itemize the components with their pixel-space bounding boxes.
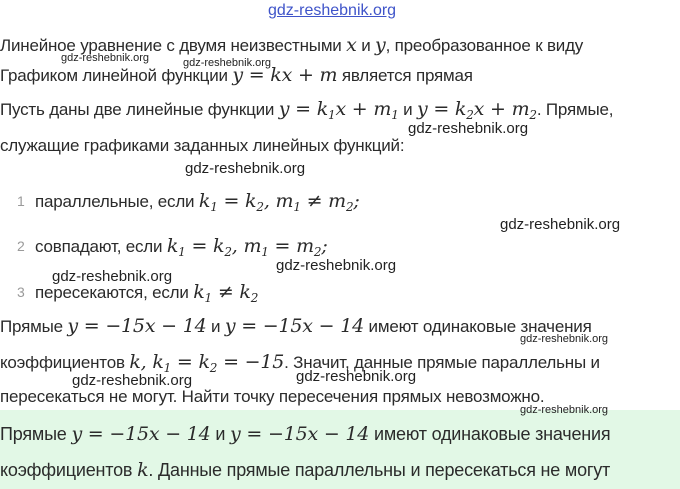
answer-line-1: Прямые y = −15x − 14 и y = −15x − 14 имеют одинаковые значения — [0, 423, 611, 445]
header-watermark[interactable]: gdz-reshebnik.org — [268, 2, 397, 19]
var-y: y — [375, 34, 386, 56]
intro-tail: , преобразованное к виду — [385, 36, 584, 55]
watermark-7: gdz-reshebnik.org — [52, 268, 173, 285]
watermark-6: gdz-reshebnik.org — [276, 257, 397, 274]
formula-ykxm: y = kx + m — [232, 64, 338, 86]
answer-line-2: коэффициентов k. Данные прямые параллельны и пересекаться не могут — [0, 459, 611, 481]
case-number: 3 — [17, 284, 25, 300]
watermark-2: gdz-reshebnik.org — [183, 57, 272, 69]
case-intersect: пересекаются, если $k_1 \ne k_2$ — [35, 281, 259, 305]
equation-2: y = −15x − 14 — [224, 315, 364, 337]
solution-line-2: коэффициентов k, $k_1 = k_2 = -15$. Значит, данные прямые параллельны и — [0, 351, 600, 375]
given-line-2: служащие графиками заданных линейных функций: — [0, 136, 405, 155]
formula-f1: $y = k_1x + m_1$ — [278, 98, 399, 122]
watermark-5: gdz-reshebnik.org — [500, 216, 621, 233]
case-parallel: параллельные, если $k_1 = k_2$, $m_1 \ne m_2$; — [35, 190, 360, 214]
answer-equation-1: y = −15x − 14 — [71, 423, 211, 445]
watermark-11: gdz-reshebnik.org — [520, 404, 609, 416]
watermark-9: gdz-reshebnik.org — [72, 372, 193, 389]
case-number: 2 — [17, 238, 25, 254]
given-end: . Прямые, — [536, 100, 614, 119]
intro-end: является прямая — [341, 66, 473, 85]
solution-line-1: Прямые y = −15x − 14 и y = −15x − 14 имеют одинаковые значения — [0, 315, 592, 337]
watermark-4: gdz-reshebnik.org — [185, 160, 306, 177]
conj-given: и — [403, 100, 413, 119]
case-number: 1 — [17, 193, 25, 209]
watermark-8: gdz-reshebnik.org — [520, 333, 609, 345]
given-text: Пусть даны две линейные функции — [0, 100, 275, 119]
solution-line-3: пересекаться не могут. Найти точку пересечения прямых невозможно. — [0, 387, 545, 406]
watermark-10: gdz-reshebnik.org — [296, 368, 417, 385]
formula-f2: $y = k_2x + m_2$ — [416, 98, 537, 122]
equation-1: y = −15x − 14 — [67, 315, 207, 337]
case-coincide: совпадают, если $k_1 = k_2$, $m_1 = m_2$; — [35, 235, 328, 259]
watermark-1: gdz-reshebnik.org — [61, 52, 150, 64]
intro-text: Линейное уравнение с двумя неизвестными — [0, 36, 342, 55]
answer-equation-2: y = −15x − 14 — [230, 423, 370, 445]
given-line-1 — [0, 98, 613, 122]
var-x: x — [346, 34, 357, 56]
watermark-3: gdz-reshebnik.org — [408, 120, 529, 137]
conj: и — [361, 36, 371, 55]
answer-var-k: k — [137, 459, 149, 481]
intro-text-2: Графиком линейной функции — [0, 66, 228, 85]
